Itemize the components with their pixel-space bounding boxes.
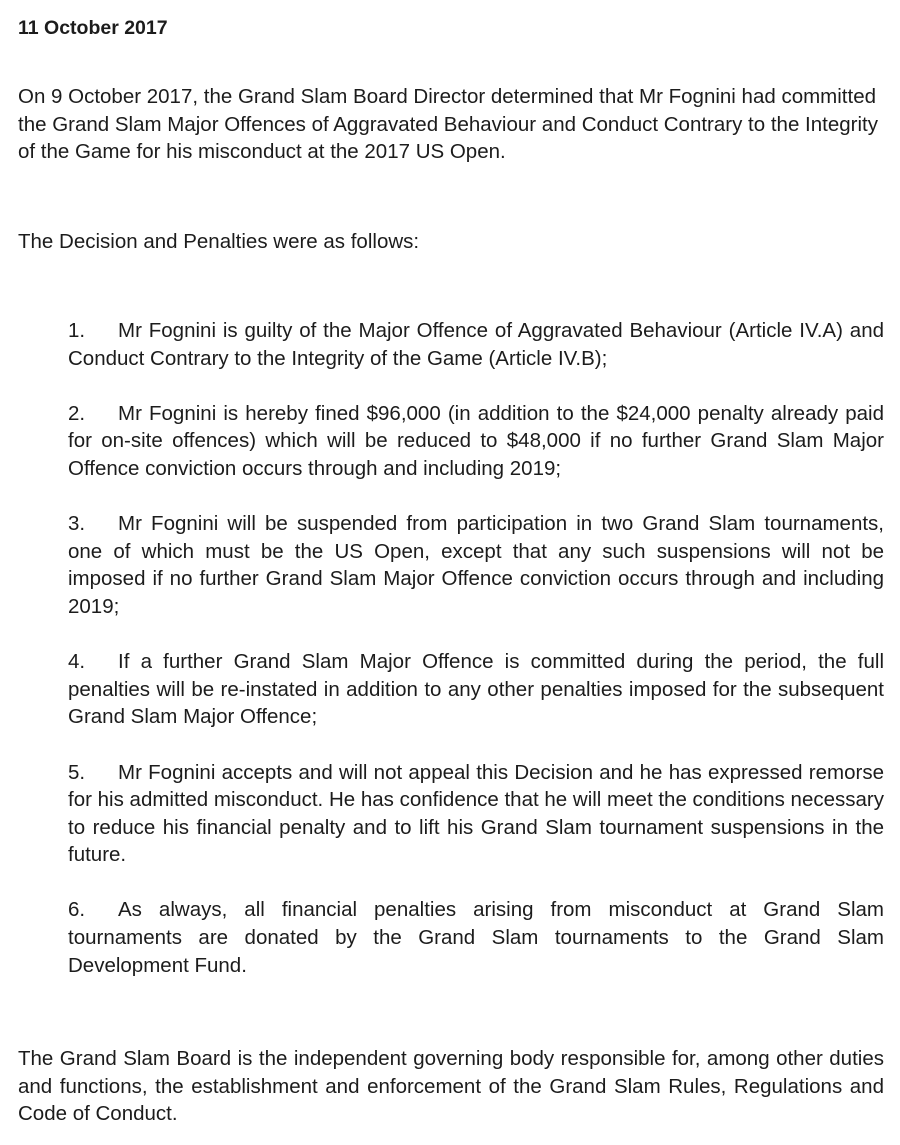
decision-lead-in: The Decision and Penalties were as follows: bbox=[18, 230, 420, 253]
item-number: 2. bbox=[68, 401, 86, 425]
item-number: 4. bbox=[68, 650, 86, 674]
item-text: Mr Fognini will be suspended from participation in two Grand Slam tournaments, one of which must be the US Open, except that any such suspensions will not be imposed if no further Grand Slam Major Offence conviction occurs through and including 2019; bbox=[68, 512, 884, 618]
closing-paragraph: The Grand Slam Board is the independent governing body responsible for, among other duties and functions, the establishment and enforcement of the Grand Slam Rules, Regulations and Code of Conduct. bbox=[18, 1047, 884, 1126]
penalty-item-6 bbox=[68, 896, 884, 979]
document-date: 11 October 2017 bbox=[18, 17, 168, 39]
item-number: 3. bbox=[68, 512, 86, 536]
item-text: Mr Fognini is hereby fined $96,000 (in addition to the $24,000 penalty already paid for on-site offences) which will be reduced to $48,000 if no further Grand Slam Major Offence conviction occurs through and including 2019; bbox=[68, 401, 884, 480]
item-number: 6. bbox=[68, 898, 86, 922]
item-number: 5. bbox=[68, 760, 86, 784]
intro-paragraph: On 9 October 2017, the Grand Slam Board Director determined that Mr Fognini had committed the Grand Slam Major Offences of Aggravated Behaviour and Conduct Contrary to the Integrity of the Game for his misconduct at the 2017 US Open. bbox=[18, 85, 878, 164]
penalty-item-1 bbox=[68, 317, 884, 372]
penalties-list bbox=[68, 317, 884, 1007]
penalty-item-2 bbox=[68, 400, 884, 483]
item-text: Mr Fognini is guilty of the Major Offence of Aggravated Behaviour (Article IV.A) and Conduct Contrary to the Integrity of the Game (Article IV.B); bbox=[68, 319, 884, 370]
item-text: As always, all financial penalties arising from misconduct at Grand Slam tournaments are donated by the Grand Slam tournaments to the Grand Slam Development Fund. bbox=[68, 898, 884, 977]
item-text: If a further Grand Slam Major Offence is committed during the period, the full penalties will be re-instated in addition to any other penalties imposed for the subsequent Grand Slam Major Offence; bbox=[68, 650, 884, 729]
item-number: 1. bbox=[68, 319, 86, 342]
penalty-item-4 bbox=[68, 648, 884, 731]
item-text: Mr Fognini accepts and will not appeal this Decision and he has expressed remorse for his admitted misconduct. He has confidence that he will meet the conditions necessary to reduce his financial penalty and to lift his Grand Slam tournament suspensions in the future. bbox=[68, 760, 884, 867]
penalty-item-3 bbox=[68, 510, 884, 620]
penalty-item-5 bbox=[68, 759, 884, 869]
